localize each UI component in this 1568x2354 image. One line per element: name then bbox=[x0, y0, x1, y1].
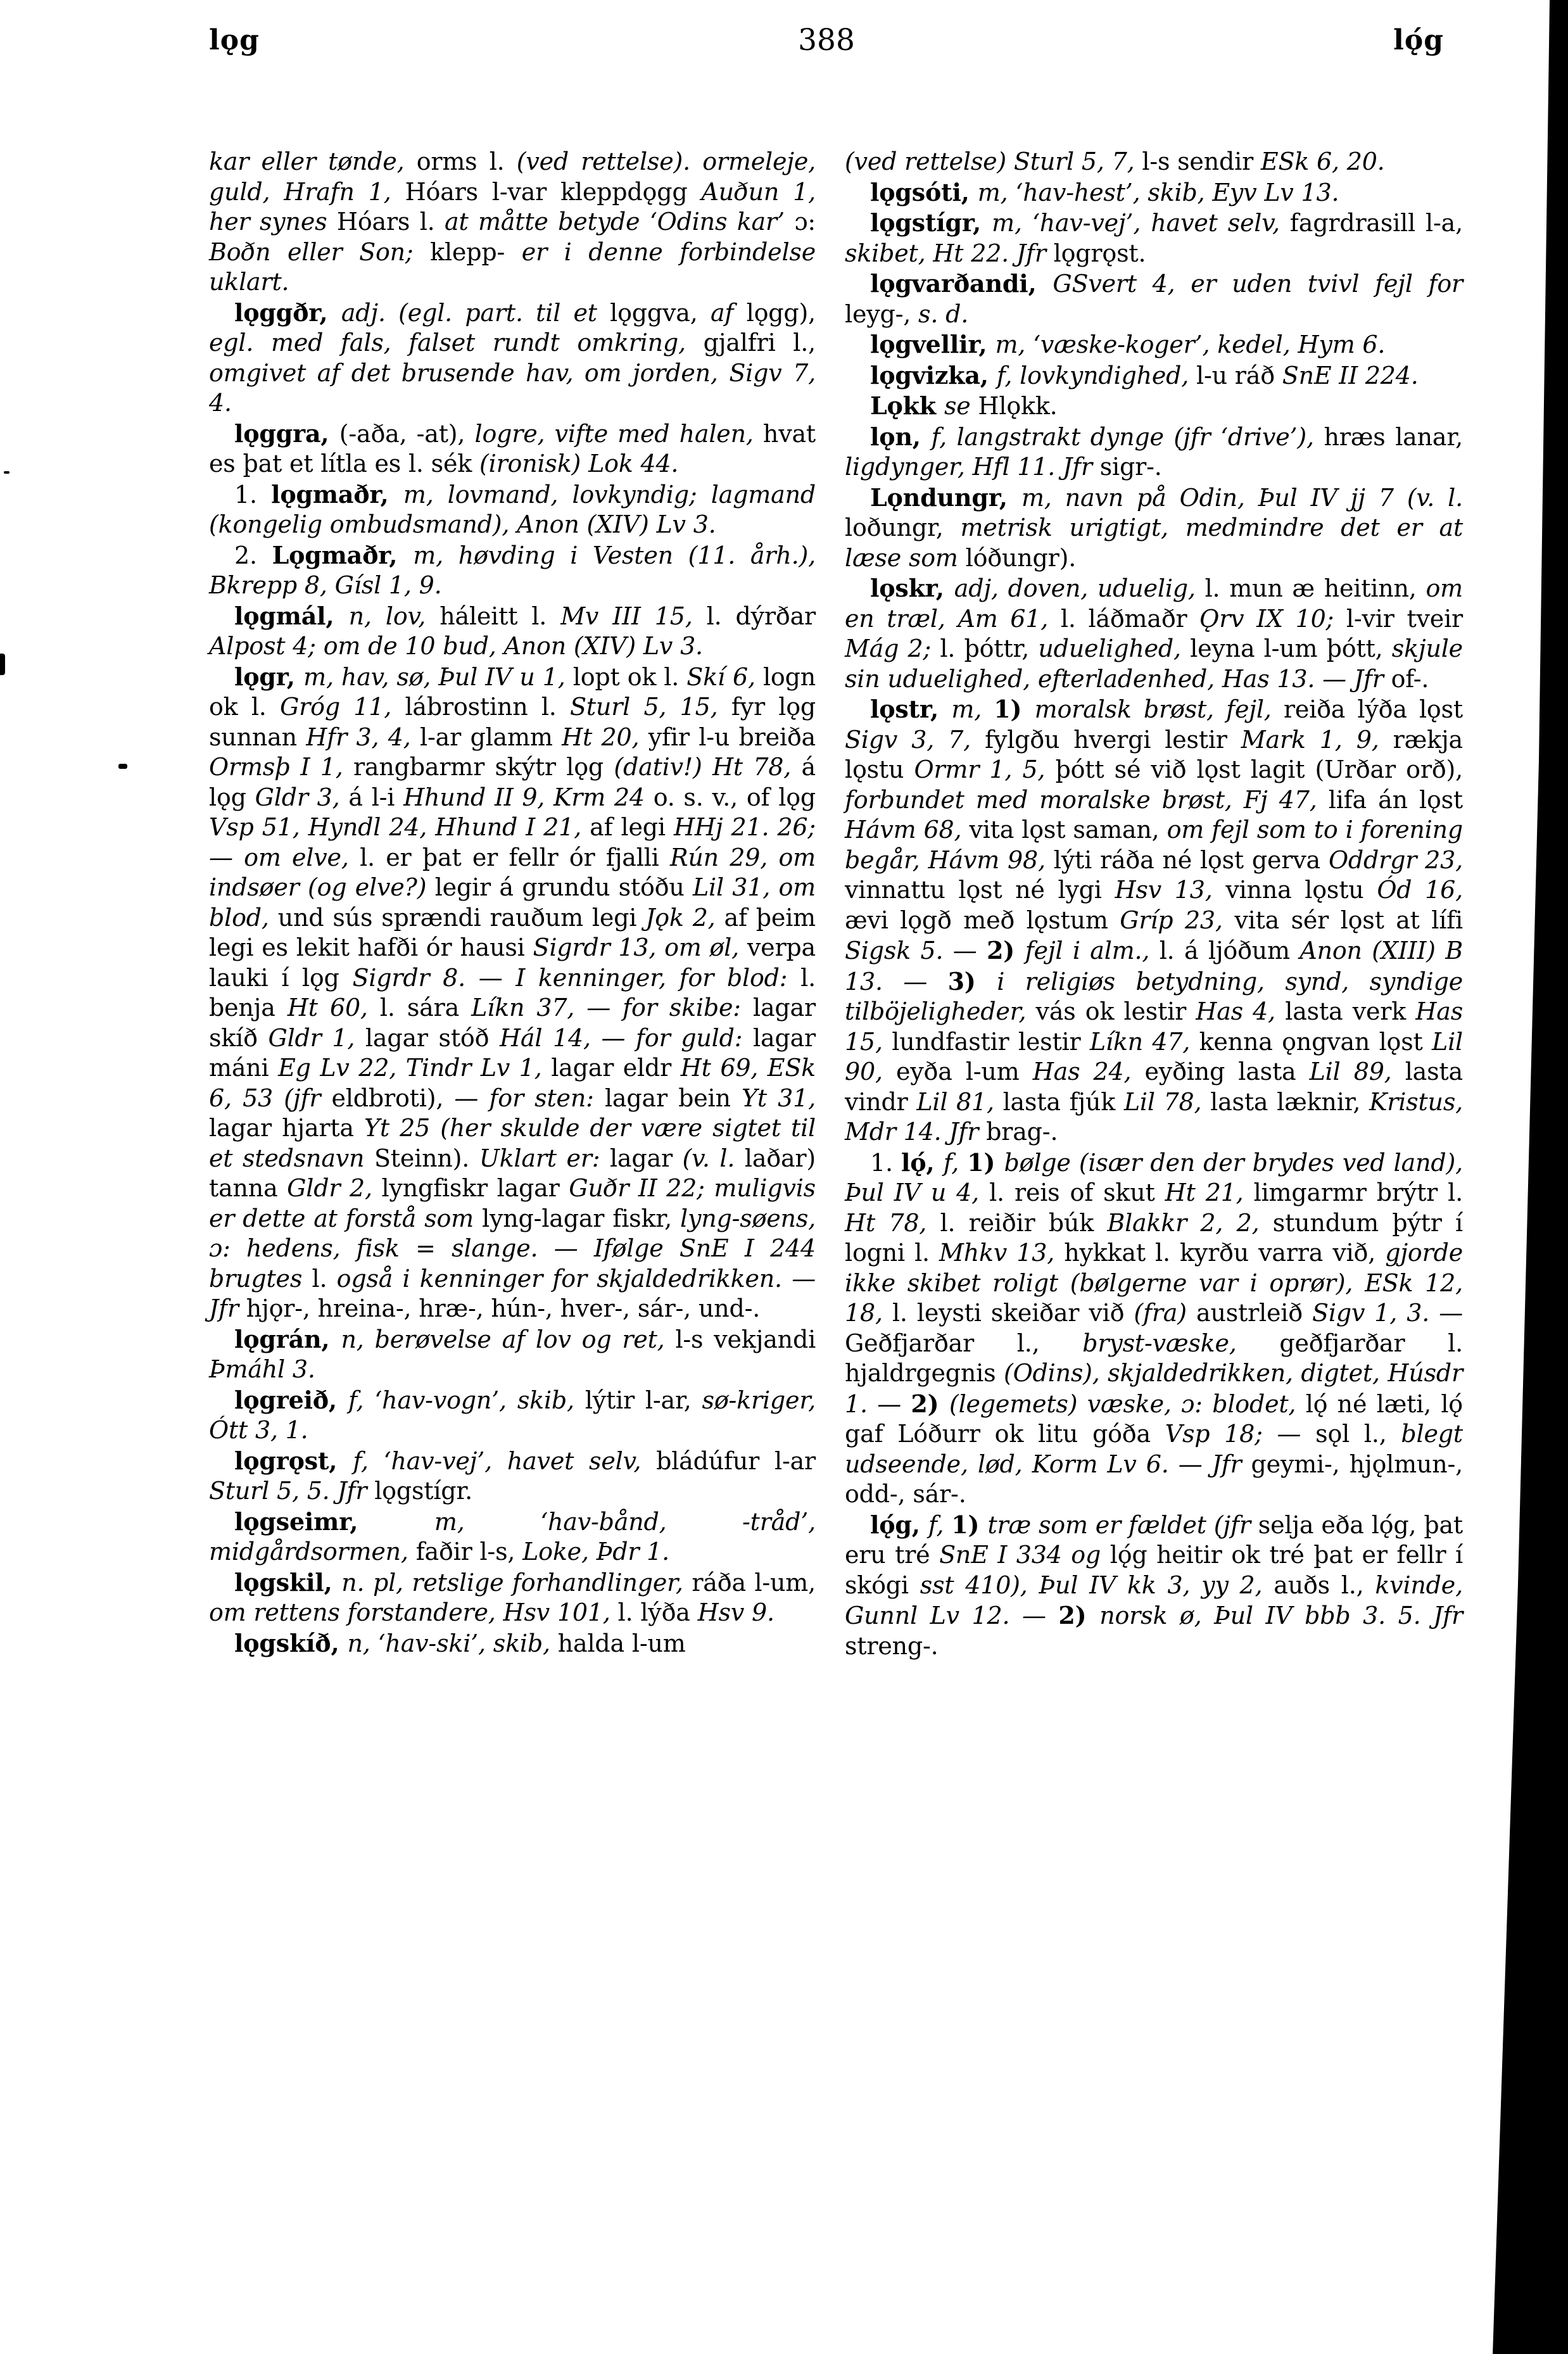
dictionary-entry: lǫgvizka, f, lovkyndighed, l-u ráð SnE II 224. bbox=[870, 360, 1419, 389]
dictionary-entry: 2. Lǫgmaðr, m, høvding i Vesten (11. årh.), Bkrepp 8, Gísl 1, 9. bbox=[209, 540, 816, 599]
scan-edge-shadow bbox=[1488, 0, 1568, 2354]
right-column bbox=[845, 147, 1463, 1661]
dictionary-entry: lǫgr, m, hav, sø, Þul IV u 1, lopt ok l. Skí 6, logn ok l. Gróg 11, lábrostinn l. Sturl 5, 15, fyr lǫg sunnan Hfr 3, 4, l-ar glamm Ht 20, yfir l-u breiða Ormsþ I 1, rangbarmr skýtr lǫg (dativ!) Ht 78, á lǫg Gldr 3, á l-i Hhund II 9, Krm 24 o. s. v., of lǫg Vsp 51, Hyndl 24, Hhund I 21, af legi HHj 21. 26; — om elve, l. er þat er fellr ór fjalli Rún 29, om indsøer (og elve?) legir á grundu stóðu Lil 31, om blod, und sús sprændi rauðum legi Jǫk 2, af þeim legi es lekit hafði ór hausi Sigrdr 13, om øl, verpa lauki í lǫg Sigrdr 8. — I kenninger, for blod: l. benja Ht 60, l. sára Líkn 37, — for skibe: lagar skíð Gldr 1, lagar stóð Hál 14, — for guld: lagar máni Eg Lv 22, Tindr Lv 1, lagar eldr Ht 69, ESk 6, 53 (jfr eldbroti), — for sten: lagar bein Yt 31, lagar hjarta Yt 25 (her skulde der være sigtet til et stedsnavn Steinn). Uklart er: lagar (v. l. laðar) tanna Gldr 2, lyngfiskr lagar Guðr II 22; muligvis er dette at forstå som lyng-lagar fiskr, lyng-søens, ɔ: hedens, fisk = slange. — Ifølge SnE I 244 brugtes l. også i kenninger for skjaldedrikken. — Jfr hjǫr-, hreina-, hræ-, hún-, hver-, sár-, und-. bbox=[209, 662, 816, 1322]
page-number: 388 bbox=[798, 23, 855, 58]
dictionary-entry: lǫgvarðandi, GSvert 4, er uden tvivl fejl for leyg-, s. d. bbox=[845, 269, 1463, 328]
scan-artifact bbox=[4, 471, 9, 474]
dictionary-entry: lǫgskíð, n, ‘hav-ski’, skib, halda l-um bbox=[234, 1628, 686, 1657]
dictionary-entry: kar eller tønde, orms l. (ved rettelse). ormeleje, guld, Hrafn 1, Hóars l-var kleppdǫgg Auðun 1, her synes Hóars l. at måtte betyde ‘Odins kar’ ɔ: Boðn eller Son; klepp- er i denne forbindelse uklart. bbox=[209, 148, 816, 296]
dictionary-entry: lǫn, f, langstrakt dynge (jfr ‘drive’), hræs lanar, ligdynger, Hfl 11. Jfr sigr-. bbox=[845, 422, 1464, 481]
dictionary-entry: lǫgvellir, m, ‘væske-koger’, kedel, Hym 6. bbox=[870, 330, 1386, 358]
dictionary-entry: lǫ́g, f, 1) træ som er fældet (jfr selja eða lǫ́g, þat eru tré SnE I 334 og lǫ́g heitir ok tré þat er fellr í skógi sst 410), Þul IV kk 3, yy 2, auðs l., kvinde, Gunnl Lv 12. — 2) norsk ø, Þul IV bbb 3. 5. Jfr streng-. bbox=[845, 1510, 1463, 1660]
dictionary-entry: lǫgskil, n. pl, retslige forhandlinger, ráða l-um, om rettens forstandere, Hsv 101, l. lýða Hsv 9. bbox=[209, 1567, 816, 1626]
running-head-left-keyword: lǫg bbox=[209, 24, 260, 56]
dictionary-entry: lǫggðr, adj. (egl. part. til et lǫggva, af lǫgg), egl. med fals, falset rundt omkring, gjalfri l., omgivet af det brusende hav, om jorden, Sigv 7, 4. bbox=[209, 298, 816, 417]
dictionary-entry: Lǫkk se Hlǫkk. bbox=[870, 391, 1058, 420]
dictionary-entry: lǫgrǫst, f, ‘hav-vej’, havet selv, bládúfur l-ar Sturl 5, 5. Jfr lǫgstígr. bbox=[209, 1446, 816, 1505]
dictionary-entry: lǫgstígr, m, ‘hav-vej’, havet selv, fagrdrasill l-a, skibet, Ht 22. Jfr lǫgrǫst. bbox=[845, 208, 1463, 267]
left-column bbox=[209, 147, 816, 1659]
dictionary-entry: 1. lǫgmaðr, m, lovmand, lovkyndig; lagmand (kongelig ombudsmand), Anon (XIV) Lv 3. bbox=[209, 479, 816, 538]
dictionary-entry: lǫgrán, n, berøvelse af lov og ret, l-s vekjandi Þmáhl 3. bbox=[209, 1324, 816, 1383]
dictionary-entry: lǫgreið, f, ‘hav-vogn’, skib, lýtir l-ar, sø-kriger, Ótt 3, 1. bbox=[209, 1385, 816, 1444]
running-head bbox=[0, 23, 1568, 67]
running-head-right-keyword: lǫ́g bbox=[1393, 24, 1444, 56]
dictionary-entry: lǫggra, (-aða, -at), logre, vifte med halen, hvat es þat et lítla es l. sék (ironisk) Lok 44. bbox=[209, 419, 816, 478]
dictionary-entry: lǫstr, m, 1) moralsk brøst, fejl, reiða lýða lǫst Sigv 3, 7, fylgðu hvergi lestir Mark 1, 9, rækja lǫstu Ormr 1, 5, þótt sé við lǫst lagit (Urðar orð), forbundet med moralske brøst, Fj 47, lifa án lǫst Hávm 68, vita lǫst saman, om fejl som to i forening begår, Hávm 98, lýti ráða né lǫst gerva Oddrgr 23, vinnattu lǫst né lygi Hsv 13, vinna lǫstu Ód 16, ævi lǫgð með lǫstum Gríp 23, vita sér lǫst at lífi Sigsk 5. — 2) fejl i alm., l. á ljóðum Anon (XIII) B 13. — 3) i religiøs betydning, synd, syndige tilböjeligheder, vás ok lestir Has 4, lasta verk Has 15, lundfastir lestir Líkn 47, kenna ǫngvan lǫst Lil 90, eyða l-um Has 24, eyðing lasta Lil 89, lasta vindr Lil 81, lasta fjúk Lil 78, lasta læknir, Kristus, Mdr 14. Jfr brag-. bbox=[845, 695, 1464, 1146]
dictionary-entry: Lǫndungr, m, navn på Odin, Þul IV jj 7 (v. l. loðungr, metrisk urigtigt, medmindre det er at læse som lóðungr). bbox=[845, 483, 1464, 572]
dictionary-entry: lǫskr, adj, doven, uduelig, l. mun æ heitinn, om en træl, Am 61, l. láðmaðr Ǫrv IX 10; l-vir tveir Mág 2; l. þóttr, uduelighed, leyna l-um þótt, skjule sin uduelighed, efterladenhed, Has 13. — Jfr of-. bbox=[845, 574, 1463, 693]
dictionary-entry: lǫgmál, n, lov, háleitt l. Mv III 15, l. dýrðar Alpost 4; om de 10 bud, Anon (XIV) Lv 3. bbox=[209, 601, 816, 660]
scan-artifact bbox=[118, 764, 127, 769]
dictionary-entry: 1. lǫ́, f, 1) bølge (især den der brydes ved land), Þul IV u 4, l. reis of skut Ht 21, limgarmr brýtr l. Ht 78, l. reiðir búk Blakkr 2, 2, stundum þýtr í logni l. Mhkv 13, hykkat l. kyrðu varra við, gjorde ikke skibet roligt (bølgerne var i oprør), ESk 12, 18, l. leysti skeiðar við (fra) austrleið Sigv 1, 3. — Geðfjarðar l., bryst-væske, geðfjarðar l. hjaldrgegnis (Odins), skjaldedrikken, digtet, Húsdr 1. — 2) (legemets) væske, ɔ: blodet, lǫ́ né læti, lǫ́ gaf Lóðurr ok litu góða Vsp 18; — sǫl l., blegt udseende, lød, Korm Lv 6. — Jfr geymi-, hjǫlmun-, odd-, sár-. bbox=[845, 1148, 1464, 1508]
dictionary-entry: lǫgsóti, m, ‘hav-hest’, skib, Eyv Lv 13. bbox=[870, 177, 1339, 206]
dictionary-entry: (ved rettelse) Sturl 5, 7, l-s sendir ESk 6, 20. bbox=[845, 148, 1385, 175]
dictionary-entry: lǫgseimr, m, ‘hav-bånd, -tråd’, midgårdsormen, faðir l-s, Loke, Þdr 1. bbox=[209, 1507, 816, 1566]
scan-artifact bbox=[0, 654, 5, 675]
